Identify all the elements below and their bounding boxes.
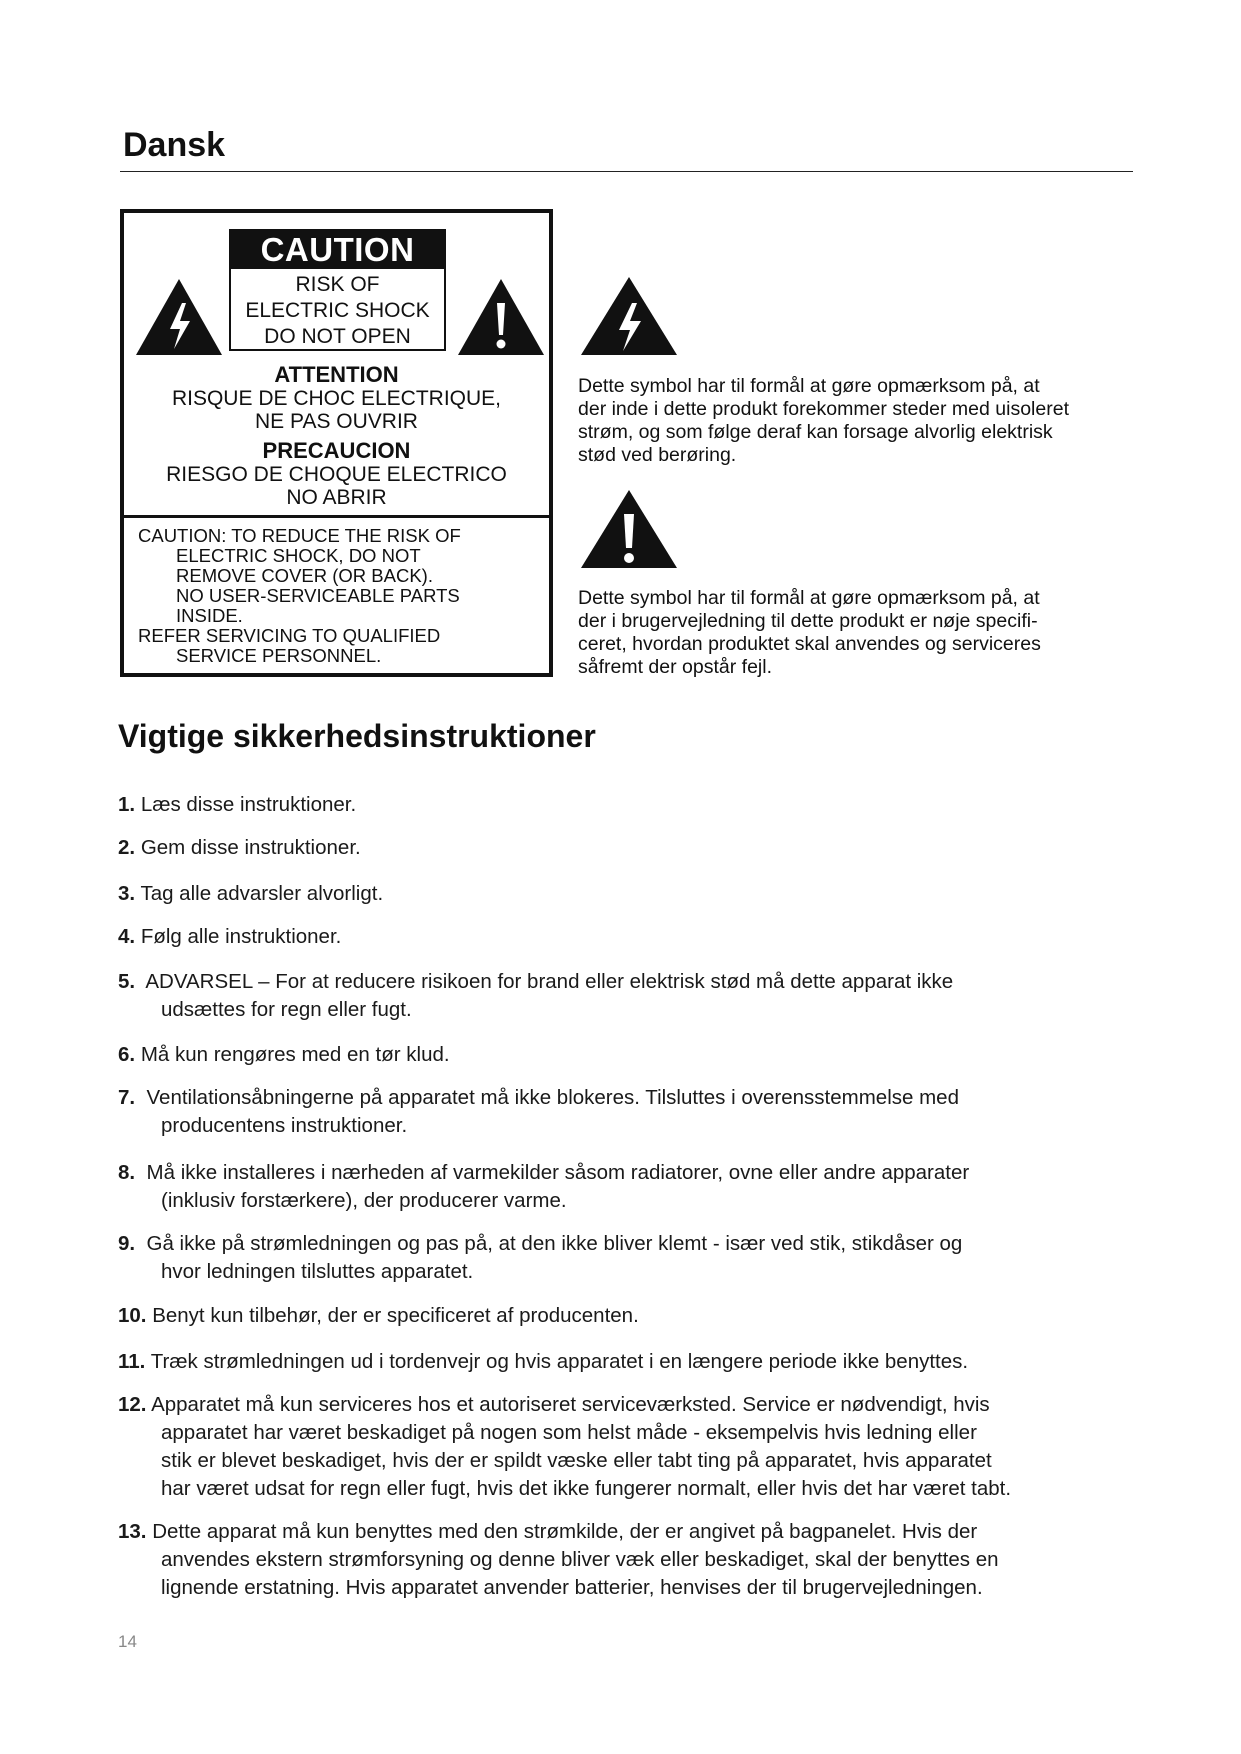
attention-block [124,363,549,433]
warning-line: NO USER-SERVICEABLE PARTS [176,585,460,606]
lightning-symbol-description [578,375,1108,467]
description-line: der i brugervejledning til dette produkt er nøje specifi- [578,610,1038,632]
item-number: 12. [118,1393,147,1416]
item-text: ADVARSEL – For at reducere risikoen for brand eller elektrisk stød må dette apparat ikke [145,970,954,993]
attention-line: NE PAS OUVRIR [255,410,418,433]
item-number: 3. [118,882,136,905]
item-text: stik er blevet beskadiget, hvis der er spildt væske eller tabt ting på apparatet, hvis apparatet [161,1449,992,1472]
instruction-item-11 [118,1348,1118,1376]
warning-line: REFER SERVICING TO QUALIFIED [138,625,441,646]
precaucion-heading: PRECAUCION [262,438,411,463]
section-title: Vigtige sikkerhedsinstruktioner [118,718,596,754]
instruction-item-10 [118,1302,1118,1330]
lightning-warning-icon [134,277,224,357]
warning-line: REMOVE COVER (OR BACK). [176,565,433,586]
item-text: udsættes for regn eller fugt. [161,998,412,1021]
precaucion-line: NO ABRIR [286,486,387,509]
exclamation-symbol-icon [579,488,679,570]
exclamation-symbol-description [578,587,1108,679]
warning-line: INSIDE. [176,605,243,626]
item-number: 8. [118,1161,136,1184]
description-line: Dette symbol har til formål at gøre opmærksom på, at [578,587,1040,609]
instruction-item-6 [118,1041,1118,1069]
risk-text [231,269,444,350]
caution-label-box [120,209,553,677]
item-text: lignende erstatning. Hvis apparatet anvender batterier, henvises der til brugervejledningen. [161,1576,983,1599]
item-number: 11. [118,1350,146,1373]
instruction-item-1 [118,791,1118,819]
item-text: Ventilationsåbningerne på apparatet må ikke blokeres. Tilsluttes i overensstemmelse med [146,1086,959,1109]
item-text: producentens instruktioner. [161,1114,408,1137]
item-text: Gå ikke på strømledningen og pas på, at den ikke bliver klemt - især ved stik, stikdåser og [146,1232,963,1255]
caution-warning-text [138,526,538,666]
item-number: 5. [118,970,136,993]
description-line: strøm, og som følge deraf kan forsage alvorlig elektrisk [578,421,1053,443]
instruction-item-4 [118,923,1118,951]
item-number: 9. [118,1232,136,1255]
warning-line: ELECTRIC SHOCK, DO NOT [176,545,421,566]
description-line: der inde i dette produkt forekommer steder med uisoleret [578,398,1069,420]
item-number: 4. [118,925,136,948]
risk-line: ELECTRIC SHOCK [245,299,430,322]
description-line: ceret, hvordan produktet skal anvendes og serviceres [578,633,1041,655]
caution-header [229,229,446,351]
item-text: anvendes ekstern strømforsyning og denne bliver væk eller beskadiget, skal der benyttes en [161,1548,999,1571]
item-text: Tag alle advarsler alvorligt. [140,882,384,905]
instruction-item-9 [118,1230,1118,1286]
item-number: 7. [118,1086,136,1109]
item-text: hvor ledningen tilsluttes apparatet. [161,1260,474,1283]
item-number: 2. [118,836,136,859]
item-text: Følg alle instruktioner. [140,925,342,948]
item-text: Træk strømledningen ud i tordenvejr og hvis apparatet i en længere periode ikke benyttes. [150,1350,969,1373]
instruction-item-13 [118,1518,1118,1602]
attention-line: RISQUE DE CHOC ELECTRIQUE, [171,387,502,410]
item-text: Må kun rengøres med en tør klud. [140,1043,450,1066]
instruction-item-8 [118,1159,1118,1215]
heading-divider [120,171,1133,172]
risk-line: RISK OF [295,273,380,296]
exclamation-warning-icon [456,277,546,357]
instruction-item-2 [118,834,1118,862]
item-text: (inklusiv forstærkere), der producerer varme. [161,1189,567,1212]
item-text: Læs disse instruktioner. [140,793,357,816]
description-line: såfremt der opstår fejl. [578,656,772,678]
item-text: apparatet har været beskadiget på nogen som helst måde - eksempelvis hvis ledning eller [161,1421,977,1444]
precaucion-line: RIESGO DE CHOQUE ELECTRICO [166,463,507,486]
caution-label-top [124,213,549,518]
description-line: stød ved berøring. [578,444,737,466]
item-text: Dette apparat må kun benyttes med den strømkilde, der er angivet på bagpanelet. Hvis der [152,1520,978,1543]
instruction-item-3 [118,880,1118,908]
lightning-symbol-icon [579,275,679,357]
item-number: 1. [118,793,136,816]
item-text: Må ikke installeres i nærheden af varmekilder såsom radiatorer, ovne eller andre apparater [146,1161,970,1184]
page-number: 14 [118,1632,137,1651]
instruction-item-7 [118,1084,1118,1140]
description-line: Dette symbol har til formål at gøre opmærksom på, at [578,375,1040,397]
item-number: 13. [118,1520,147,1543]
language-heading: Dansk [123,126,226,164]
caution-title: CAUTION [231,231,444,269]
item-text: Apparatet må kun serviceres hos et autoriseret serviceværksted. Service er nødvendigt, hvis [151,1393,990,1416]
warning-line: SERVICE PERSONNEL. [176,645,382,666]
risk-line: DO NOT OPEN [264,325,411,348]
warning-line: CAUTION: TO REDUCE THE RISK OF [138,525,461,546]
instruction-item-12 [118,1391,1118,1503]
item-text: har været udsat for regn eller fugt, hvis det ikke fungerer normalt, eller hvis det har været tabt. [161,1477,1012,1500]
item-text: Benyt kun tilbehør, der er specificeret af producenten. [152,1304,639,1327]
instruction-item-5 [118,968,1118,1024]
item-number: 6. [118,1043,136,1066]
item-text: Gem disse instruktioner. [140,836,361,859]
item-number: 10. [118,1304,147,1327]
precaucion-block [124,439,549,509]
attention-heading: ATTENTION [274,362,399,387]
